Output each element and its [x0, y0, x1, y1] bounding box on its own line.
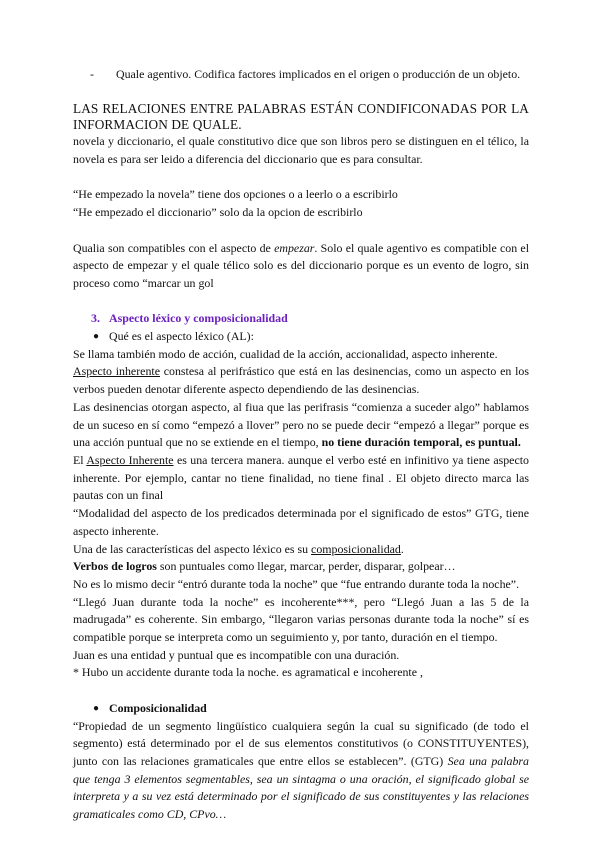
- dash-list-item: [73, 66, 529, 84]
- paragraph-accidente: * Hubo un accidente durante toda la noche. es agramatical e incoherente ,: [73, 665, 423, 680]
- tercera-underlined: Aspecto Inherente: [86, 453, 174, 467]
- qualia-text-a: Qualia son compatibles con el aspecto de: [73, 240, 275, 255]
- bullet-text: Qué es el aspecto léxico (AL):: [109, 329, 254, 344]
- paragraph-inherente-rest: constesa al perifrástico que está en las desinencias, como un aspecto en los verbos pueden denotar diferente aspecto dependiendo de las desinencias.: [73, 364, 529, 397]
- qualia-text-b: . Solo el quale agentivo es compatible con el aspecto de empezar y el quale télico solo es del diccionario porque es un evento de logro, sin proceso como “marcar un gol: [73, 240, 529, 290]
- paragraph-entro: No es lo mismo decir “entró durante toda la noche” que “fue entrando durante toda la noche”.: [73, 576, 520, 591]
- qualia-em: empezar: [274, 240, 315, 255]
- dash-item-text: Quale agentivo. Codifica factores implicados en el origen o producción de un objeto.: [116, 67, 521, 81]
- underlined-term: Aspecto inherente: [73, 364, 160, 379]
- quote-novela: “He empezado la novela” tiene dos opciones o a leerlo o a escribirlo: [73, 187, 398, 202]
- paragraph-logros: [73, 558, 529, 576]
- document-page: [73, 66, 529, 824]
- section-title: Aspecto léxico y composicionalidad: [109, 311, 288, 326]
- paragraph-desinencias: [73, 399, 529, 452]
- paragraph-propiedad: [73, 718, 529, 824]
- quote-diccionario: “He empezado el diccionario” solo da la opcion de escribirlo: [73, 205, 363, 220]
- desinencias-bold: no tiene duración temporal, es puntual.: [321, 435, 521, 450]
- bullet-dot-icon: ●: [93, 702, 100, 714]
- bullet-dot-icon: ●: [93, 331, 100, 343]
- caracteristicas-a: Una de las características del aspecto léxico es su: [73, 541, 312, 556]
- bullet-text-bold: Composicionalidad: [109, 700, 207, 715]
- logros-rest: son puntuales como llegar, marcar, perder, disparar, golpear…: [156, 559, 456, 574]
- paragraph-modalidad: “Modalidad del aspecto de los predicados determinada por el significado de estos” GTG, tiene aspecto inherente.: [73, 506, 529, 538]
- logros-bold: Verbos de logros: [73, 559, 157, 574]
- bullet-composicionalidad: [73, 700, 529, 718]
- caracteristicas-b: .: [400, 541, 404, 556]
- caracteristicas-underlined: composicionalidad: [311, 541, 401, 556]
- tercera-a: El: [73, 453, 87, 467]
- section-number: 3.: [91, 311, 100, 326]
- paragraph-llego: “Llegó Juan durante toda la noche” es incoherente***, pero “Llegó Juan a las 5 de la madrugada” es coherente. Sin embargo, “llegaron varias personas durante toda la noche” sí es compatible porque se interpreta como un seguimiento y, por tanto, duración en el tiempo.: [73, 594, 529, 645]
- paragraph-qualia: [73, 240, 529, 293]
- propiedad-italic: Sea una palabra que tenga 3 elementos segmentables, sea un sintagma o una oración, el significado global se interpreta y a su vez está determinado por el significado de sus constituyentes y las relaciones gramaticales como CD, CPvo…: [73, 753, 529, 822]
- dash-marker: -: [90, 67, 94, 81]
- tercera-b: es una tercera manera. aunque el verbo esté en infinitivo ya tiene aspecto inherente. Por ejemplo, cantar no tiene finalidad, no tiene final . El objeto directo marca las pautas con un final: [73, 453, 529, 503]
- paragraph-inherente: [73, 363, 529, 398]
- section-heading-3: [73, 310, 529, 328]
- paragraph-modo: Se llama también modo de acción, cualidad de la acción, accionalidad, aspecto inherente.: [73, 346, 498, 361]
- paragraph-juan: Juan es una entidad y puntual que es incompatible con una duración.: [73, 647, 400, 662]
- paragraph-tercera: [73, 452, 529, 505]
- bullet-aspecto-lexico: [73, 328, 529, 346]
- paragraph-novela: novela y diccionario, el quale constitutivo dice que son libros pero se distinguen en el télico, la novela es para ser leido a diferencia del diccionario que es para consultar.: [73, 134, 529, 167]
- paragraph-caracteristicas: [73, 541, 529, 559]
- desinencias-text: Las desinencias otorgan aspecto, al fiua que las perifrasis “comienza a suceder algo” hablamos de un suceso en sí como “empezó a llover” pero no se puede decir “empezó a llegar” porque es una acción puntual que no se extiende en el tiempo,: [73, 399, 529, 450]
- caps-heading: LAS RELACIONES ENTRE PALABRAS ESTÁN CONDIFICONADAS POR LA INFORMACION DE QUALE.: [73, 101, 529, 133]
- propiedad-text: “Propiedad de un segmento lingüístico cualquiera según la cual su significado (de todo el segmento) está determinado por el de sus elementos constitutivos (o CONSTITUYENTES), junto con las relaciones gramaticales que entre ellos se establecen”. (GTG): [73, 718, 529, 768]
